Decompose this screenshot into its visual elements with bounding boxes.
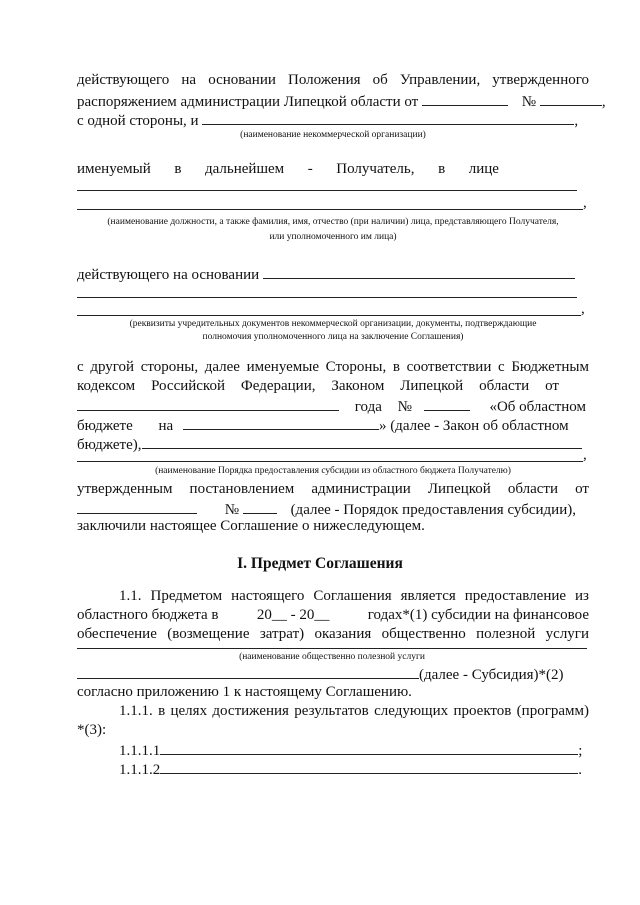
resolution-date-blank [77, 499, 197, 514]
p4-line3-year: года [354, 399, 382, 415]
law-date-blank [77, 396, 339, 411]
p5-word: утвержденным [77, 481, 173, 497]
person-blank-line-1 [77, 190, 577, 191]
comma: , [583, 447, 587, 463]
project-2-blank [160, 759, 578, 774]
item-1111-end: ; [578, 743, 583, 759]
basis-blank-line-2 [77, 297, 577, 298]
s1-line3: обеспечение (возмещение затрат) оказания общественно полезной услуги [77, 626, 589, 642]
service-blank-line-2 [77, 664, 419, 679]
caption-docs-line1: (реквизиты учредительных документов некоммерческой организации, документы, подтверждающие [129, 319, 537, 329]
p4-word: Законом [331, 378, 385, 394]
p4-line3-number-sign: № [397, 399, 412, 415]
caption-person-line2: или уполномоченного им лица) [269, 232, 397, 242]
law-blank [142, 434, 582, 449]
caption-person-line1: (наименование должности, а также фамилия, имя, отчество (при наличии) лица, представляющего Получателя, [107, 217, 559, 227]
p1-line2 [77, 91, 606, 111]
budget-period-blank [183, 415, 379, 430]
p1-line2-number-sign: № [521, 94, 537, 110]
s111-line1: 1.1.1. в целях достижения результатов следующих проектов (программ) [119, 703, 589, 719]
project-1-blank [160, 740, 578, 755]
s1-line5 [77, 664, 589, 684]
p2-word: Получатель, [336, 161, 415, 177]
p5-word: администрации [311, 481, 411, 497]
s1-line2 [77, 606, 589, 624]
p4-word: Липецкой [400, 378, 464, 394]
p2-word: - [307, 161, 313, 177]
item-1111-label: 1.1.1.1 [119, 743, 161, 759]
p4-line5-text: бюджете), [77, 437, 142, 453]
p5-word: от [575, 481, 589, 497]
basis-blank [263, 264, 575, 279]
p2-word: в [174, 161, 182, 177]
p5-word: постановлением [189, 481, 295, 497]
comma: , [601, 94, 606, 110]
p5-line2-tail: (далее - Порядок предоставления субсидии), [290, 502, 576, 518]
decree-number-blank [540, 91, 602, 106]
p5-line2-number-sign: № [224, 502, 240, 518]
p4-line1: с другой стороны, далее именуемые Стороны, в соответствии с Бюджетным [77, 359, 589, 375]
s1-line2-text: областного бюджета в [77, 607, 219, 623]
p4-line5 [77, 434, 589, 454]
p2-word: именуемый [77, 161, 151, 177]
p4-word: кодексом [77, 378, 136, 394]
p1-line3-text: с одной стороны, и [77, 113, 199, 129]
s1-line6: согласно приложению 1 к настоящему Соглашению. [77, 684, 412, 700]
p4-word: Федерации, [240, 378, 316, 394]
section-title: I. Предмет Соглашения [237, 555, 403, 572]
person-blank-line-2 [77, 209, 583, 210]
p5-line3: заключили настоящее Соглашение о нижеследующем. [77, 518, 425, 534]
basis-blank-line-3 [77, 315, 581, 316]
p2-line1 [77, 160, 499, 178]
org-name-blank [202, 110, 574, 125]
s1-line2-tail: годах*(1) субсидии на финансовое [367, 607, 589, 623]
service-blank-line [77, 648, 587, 649]
caption-service: (наименование общественно полезной услуги [239, 652, 425, 662]
p4-line4-tail: » (далее - Закон об областном [378, 418, 569, 434]
p4-line3 [77, 396, 589, 416]
order-blank-line [77, 461, 583, 462]
caption-docs-line2: полномочия уполномоченного лица на заключение Соглашения) [202, 332, 464, 342]
p4-line4-text: бюджете на [77, 418, 174, 434]
p2-word: дальнейшем [204, 161, 285, 177]
s1-line1: 1.1. Предметом настоящего Соглашения является предоставление из [119, 588, 589, 604]
p4-word: от [545, 378, 559, 394]
item-1112-label: 1.1.1.2 [119, 762, 161, 778]
caption-org: (наименование некоммерческой организации) [240, 130, 426, 140]
item-1112 [119, 759, 589, 779]
p4-word: Российской [151, 378, 225, 394]
p4-line4 [77, 415, 589, 435]
p3-line1-text: действующего на основании [77, 267, 260, 283]
comma: , [581, 301, 585, 317]
p4-word: области [479, 378, 530, 394]
p3-line1 [77, 264, 589, 284]
resolution-number-blank [243, 499, 277, 514]
p1-line2-text: распоряжением администрации Липецкой области от [77, 94, 419, 110]
law-number-blank [424, 396, 470, 411]
s111-line2: *(3): [77, 722, 107, 738]
p4-line3-title-start: «Об областном [489, 399, 587, 415]
item-1112-end: . [578, 762, 582, 778]
p1-line3 [77, 110, 589, 130]
p5-line2 [77, 499, 589, 519]
p5-word: области [507, 481, 559, 497]
s1-years: 20__ - 20__ [256, 607, 330, 623]
caption-order: (наименование Порядка предоставления субсидии из областного бюджета Получателю) [155, 466, 511, 476]
p2-word: лице [468, 161, 499, 177]
p1-line1: действующего на основании Положения об Управлении, утвержденного [77, 72, 589, 88]
item-1111 [119, 740, 589, 760]
p4-line2 [77, 377, 559, 395]
p2-word: в [438, 161, 446, 177]
comma: , [583, 195, 587, 211]
decree-date-blank [422, 91, 508, 106]
comma: , [574, 113, 579, 129]
p5-line1 [77, 480, 589, 498]
p5-word: Липецкой [427, 481, 491, 497]
s1-line5-tail: (далее - Субсидия)*(2) [419, 667, 564, 683]
